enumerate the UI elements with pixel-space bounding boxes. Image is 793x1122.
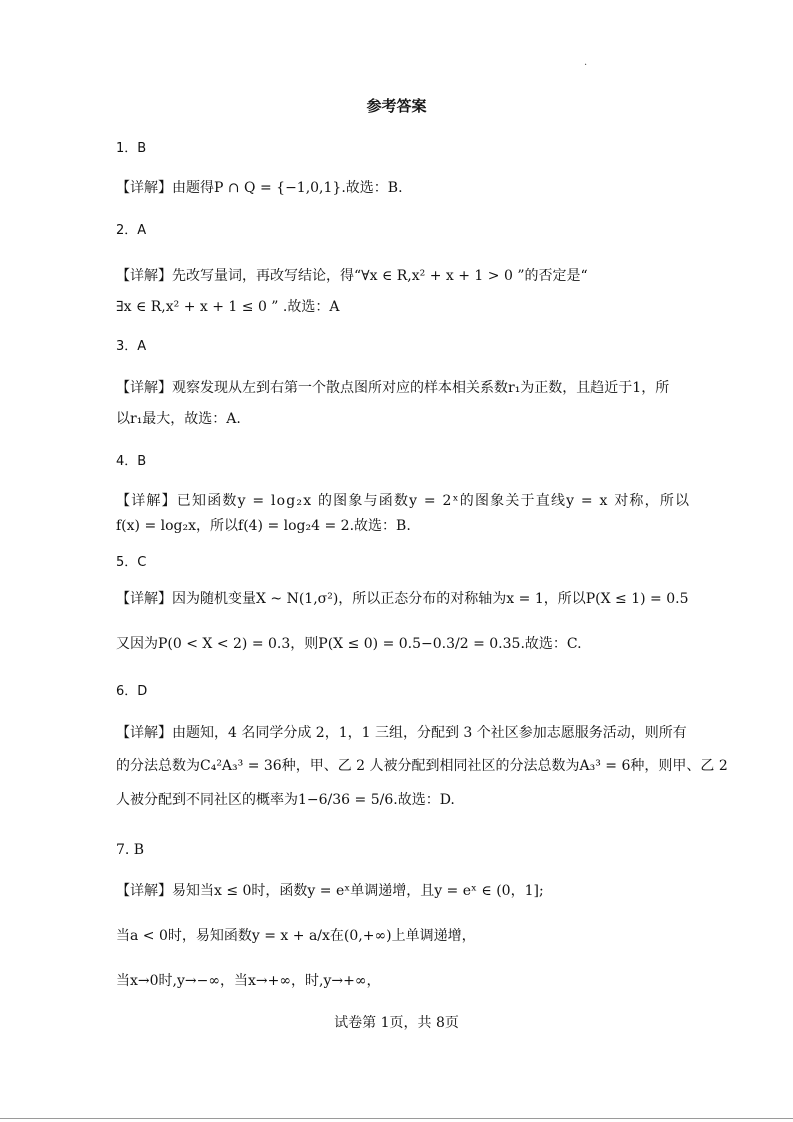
answer-7-explanation-line-1: 【详解】易知当x ≤ 0时，函数y = eˣ单调递增，且y = eˣ ∈ (0，1];: [116, 883, 544, 899]
corner-dot: ·: [584, 60, 588, 71]
answer-3-explanation-line-1: 【详解】观察发现从左到右第一个散点图所对应的样本相关系数r₁为正数，且趋近于1，所: [116, 380, 670, 396]
page-title: 参考答案: [366, 97, 427, 115]
answer-7-explanation-line-2: 当a < 0时，易知函数y = x + a/x在(0,+∞)上单调递增，: [116, 928, 476, 944]
answer-3-explanation-line-2: 以r₁最大，故选：A.: [116, 411, 241, 427]
answer-6-heading: 6．D: [116, 684, 148, 699]
answer-2-heading: 2．A: [116, 223, 147, 238]
answer-4-explanation-line-1: 【详解】已知函数y = log₂x 的图象与函数y = 2ˣ的图象关于直线y = x 对称，所以: [116, 493, 691, 509]
answer-7-explanation-line-3: 当x→0时,y→−∞，当x→+∞，时,y→+∞，: [116, 973, 381, 989]
answer-4-heading: 4．B: [116, 454, 147, 469]
answer-6-explanation-line-3: 人被分配到不同社区的概率为1−6/36 = 5/6.故选：D.: [116, 792, 455, 808]
answer-6-explanation-line-1: 【详解】由题知，4 名同学分成 2，1，1 三组，分配到 3 个社区参加志愿服务活动，则所有: [116, 725, 687, 741]
answer-3-heading: 3．A: [116, 339, 147, 354]
answer-1-explanation: 【详解】由题得P ∩ Q = {−1,0,1}.故选：B.: [116, 180, 403, 196]
answer-5-explanation-line-2: 又因为P(0 < X < 2) = 0.3，则P(X ≤ 0) = 0.5−0.3/2 = 0.35.故选：C.: [116, 636, 582, 652]
answer-2-explanation-line-2: ∃x ∈ R,x² + x + 1 ≤ 0 ” .故选：A: [116, 299, 340, 315]
answer-1-heading: 1．B: [116, 141, 147, 156]
bottom-rule: [0, 1118, 793, 1119]
answer-5-heading: 5．C: [116, 555, 147, 570]
page-footer: 试卷第 1页，共 8页: [334, 1015, 459, 1031]
answer-5-explanation-line-1: 【详解】因为随机变量X ~ N(1,σ²)，所以正态分布的对称轴为x = 1，所以P(X ≤ 1) = 0.5: [116, 591, 689, 607]
answer-2-explanation-line-1: 【详解】先改写量词，再改写结论，得“∀x ∈ R,x² + x + 1 > 0 ”的否定是“: [116, 268, 588, 284]
answer-7-heading: 7. B: [116, 842, 145, 858]
answer-6-explanation-line-2: 的分法总数为C₄²A₃³ = 36种，甲、乙 2 人被分配到相同社区的分法总数为A₃³ = 6种，则甲、乙 2: [116, 758, 728, 774]
answer-4-explanation-line-2: f(x) = log₂x，所以f(4) = log₂4 = 2.故选：B.: [116, 518, 411, 534]
